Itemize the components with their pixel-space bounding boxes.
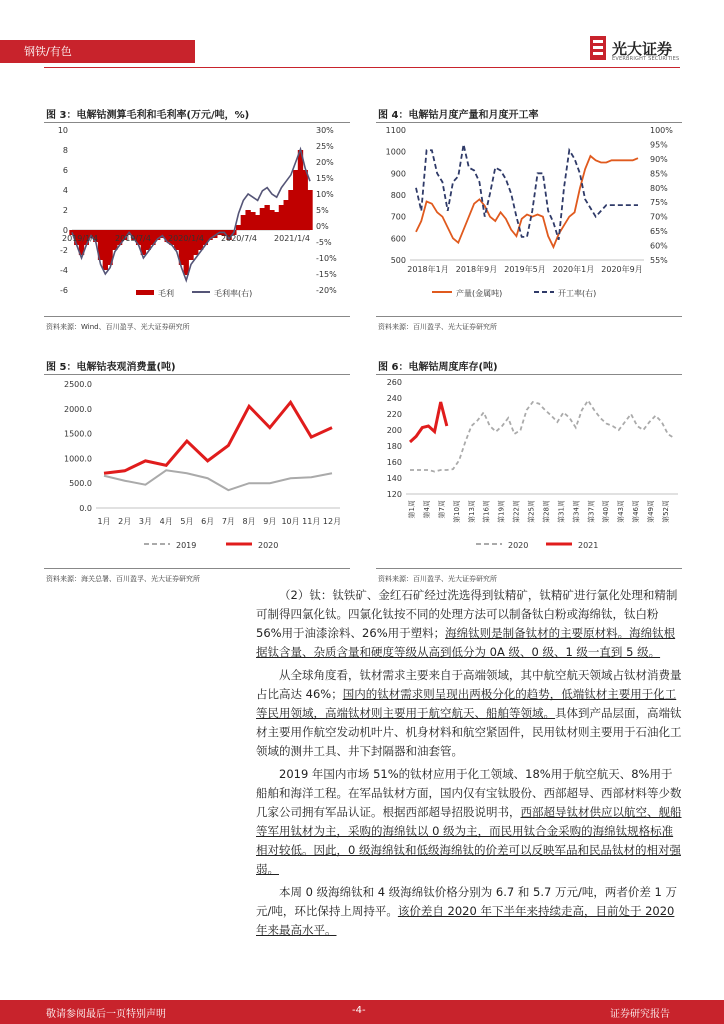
logo-subtext: EVERBRIGHT SECURITIES [612, 56, 680, 62]
fig5-source: 资料来源：海关总署、百川盈孚、光大证券研究所 [46, 575, 200, 583]
y-tick-label: 700 [390, 212, 406, 222]
x-tick-label: 第22周 [512, 500, 521, 523]
logo-icon [590, 36, 606, 60]
y-tick-label: 160 [386, 458, 402, 467]
y2-tick-label: 65% [650, 227, 668, 237]
legend-label-2020: 2020 [508, 541, 529, 550]
fig4-bottom-rule [376, 316, 682, 317]
fig6-chart [376, 376, 682, 566]
y-tick-label: 140 [386, 474, 402, 483]
fig4-title: 图 4：电解钴月度产量和月度开工率 [378, 110, 539, 121]
fig6-top-rule [376, 374, 682, 375]
text-span: （2）钛：钛铁矿、金红石矿经过洗选得到钛精矿，钛精矿进行氯化处理和精制可制得四氯化钛。四氯化钛按不同的处理方法可以制备钛白粉或海绵钛，钛白粉 56%用于油漆涂料、26%用于塑料； [256, 588, 678, 640]
y2-tick-label: 5% [316, 206, 329, 215]
x-tick-label: 3月 [138, 517, 153, 526]
x-tick-label: 1月 [97, 517, 111, 526]
x-tick-label: 第7周 [437, 500, 446, 519]
x-tick-label: 2018年1月 [407, 265, 449, 274]
x-tick-label: 第49周 [647, 500, 656, 523]
x-tick-label: 11月 [302, 517, 321, 526]
logo-text: 光大证券 [612, 40, 673, 58]
fig5-title: 图 5：电解钴表观消费量(吨) [46, 362, 176, 373]
y-tick-label: 8 [62, 146, 68, 155]
y-tick-label: 1500.0 [64, 429, 92, 439]
legend-label-margin: 毛利率(右) [214, 289, 253, 298]
y2-tick-label: -20% [316, 286, 337, 295]
x-tick-label: 2020年9月 [601, 265, 643, 274]
y2-tick-label: -5% [316, 238, 332, 247]
profit-bar [241, 215, 246, 230]
x-tick-label: 第40周 [602, 500, 611, 523]
fig6-source: 资料来源：百川盈孚、光大证券研究所 [378, 575, 497, 583]
legend-label-profit: 毛利 [158, 289, 174, 298]
x-tick-label: 第43周 [617, 500, 626, 523]
body-text [256, 586, 682, 940]
underlined-span: 海绵钛则是制备钛材的主要原材料。海绵钛根据钛含量、杂质含量和硬度等级从高到低分为 0A 级、0 级、1 级一直到 5 级。 [256, 626, 676, 659]
legend-label-2019: 2019 [176, 541, 197, 550]
y-tick-label: 1100 [385, 126, 406, 135]
y2-tick-label: 70% [650, 212, 668, 222]
fig3-top-rule [44, 122, 350, 123]
profit-bar [293, 170, 298, 230]
y-tick-label: 200 [386, 426, 402, 435]
fig5-bottom-rule [44, 568, 350, 569]
x-tick-label: 第37周 [587, 500, 596, 523]
x-tick-label: 9月 [263, 517, 277, 526]
legend-label-2021: 2021 [578, 541, 599, 550]
y-tick-label: 260 [386, 378, 402, 387]
fig4-chart [376, 124, 682, 312]
profit-bar [264, 205, 269, 230]
profit-bar [245, 210, 250, 230]
profit-bar [298, 150, 303, 230]
underlined-span: 该价差自 2020 年下半年来持续走高，目前处于 2020 年来最高水平。 [256, 904, 675, 937]
profit-bar [279, 205, 284, 230]
y-tick-label: 4 [62, 186, 68, 195]
paragraph-titanium-intro [256, 586, 682, 662]
x-tick-label: 第52周 [662, 500, 670, 523]
x-tick-label: 第4周 [422, 500, 431, 519]
header-divider [44, 67, 680, 68]
profit-bar [250, 212, 255, 230]
paragraph-price-spread [256, 883, 682, 940]
underlined-span: 西部超导钛材供应以航空、舰船等军用钛材为主，采购的海绵钛以 0 级为主，而民用钛合金采购的海绵钛规格标准相对较低。因此，0 级海绵钛和低级海绵钛的价差可以反映军品和民品钛材的相对强弱。 [256, 805, 682, 876]
fig3-chart [44, 124, 350, 312]
y2-tick-label: 85% [650, 169, 668, 179]
profit-bar [284, 200, 289, 230]
y-tick-label: 1000 [385, 147, 406, 157]
y-tick-label: 1000.0 [64, 454, 92, 464]
fig3-bottom-rule [44, 316, 350, 317]
x-tick-label: 2020/1/4 [168, 234, 204, 243]
y2-tick-label: 0% [316, 222, 329, 231]
x-tick-label: 12月 [322, 517, 342, 526]
x-tick-label: 6月 [201, 517, 215, 526]
x-tick-label: 10月 [281, 517, 300, 526]
legend-label-2020: 2020 [258, 541, 279, 550]
x-tick-label: 2019/7/4 [115, 234, 151, 243]
y2-tick-label: 30% [316, 126, 334, 135]
profit-bar [288, 190, 293, 230]
y-tick-label: 900 [390, 169, 406, 179]
x-tick-label: 第16周 [482, 500, 491, 523]
y2-tick-label: 100% [650, 126, 673, 135]
x-tick-label: 2020年1月 [552, 265, 595, 274]
footer-report-type: 证券研究报告 [610, 1009, 670, 1020]
x-tick-label: 7月 [221, 517, 235, 526]
y2-tick-label: 60% [650, 241, 668, 251]
legend-swatch-profit [136, 290, 154, 295]
text-span: 从全球角度看，钛材需求主要来自于高端领域，其中航空航天领域占钛材消费量占比高达 46%； [256, 668, 682, 701]
fig3-source: 资料来源：Wind、百川盈孚、光大证券研究所 [46, 323, 190, 331]
profit-bar [260, 208, 265, 230]
profit-bar [236, 225, 241, 230]
y-tick-label: -6 [60, 286, 68, 295]
underlined-span: 国内的钛材需求则呈现出两极分化的趋势，低端钛材主要用于化工等民用领域，高端钛材则主要用于航空航天、船舶等领域。 [256, 687, 677, 720]
y2-tick-label: 20% [316, 158, 334, 167]
y2-tick-label: -15% [316, 270, 337, 279]
x-tick-label: 第19周 [497, 500, 506, 523]
x-tick-label: 第28周 [542, 500, 551, 523]
x-tick-label: 第10周 [452, 500, 461, 523]
y-tick-label: 180 [386, 442, 402, 451]
y2-tick-label: 15% [316, 174, 334, 183]
y2-tick-label: 25% [316, 142, 334, 151]
profit-bar [303, 170, 308, 230]
profit-bar [307, 190, 312, 230]
x-tick-label: 第46周 [632, 500, 641, 523]
text-span: 本周 0 级海绵钛和 4 级海绵钛价格分别为 6.7 和 5.7 万元/吨，两者价差 1 万元/吨，环比保持上周持平。 [256, 885, 677, 918]
y2-tick-label: 10% [316, 190, 334, 199]
y-tick-label: 240 [386, 394, 402, 403]
y-tick-label: 2500.0 [64, 380, 92, 389]
profit-bar [103, 230, 108, 270]
y-tick-label: 500 [390, 256, 406, 265]
x-tick-label: 第34周 [572, 500, 581, 523]
series-line-2019 [104, 470, 332, 490]
legend-label-utilization: 开工率(右) [558, 289, 597, 298]
x-tick-label: 8月 [242, 517, 256, 526]
y-tick-label: 500.0 [69, 479, 92, 489]
profit-bar [255, 215, 260, 230]
legend-label-output: 产量(金属吨) [456, 289, 503, 298]
y2-tick-label: 55% [650, 256, 668, 265]
x-tick-label: 2018年9月 [455, 265, 498, 274]
utilization-line [416, 144, 638, 239]
y-tick-label: 120 [386, 490, 402, 499]
fig4-top-rule [376, 122, 682, 123]
y2-tick-label: 95% [650, 140, 668, 150]
y-tick-label: -2 [60, 246, 68, 255]
x-tick-label: 2021/1/4 [274, 234, 310, 243]
fig6-title: 图 6：电解钴周度库存(吨) [378, 362, 498, 373]
paragraph-global-demand [256, 666, 682, 761]
section-tag: 钢铁/有色 [0, 40, 195, 63]
x-tick-label: 2019年5月 [504, 265, 546, 274]
y-tick-label: 800 [390, 191, 406, 200]
x-tick-label: 2月 [118, 517, 132, 526]
series-line-2020 [410, 400, 674, 471]
y2-tick-label: 80% [650, 183, 668, 193]
x-tick-label: 4月 [159, 517, 173, 526]
x-tick-label: 第31周 [557, 500, 566, 523]
y-tick-label: 0 [62, 226, 68, 235]
fig5-chart [44, 376, 350, 566]
y-tick-label: 10 [57, 126, 68, 135]
y-tick-label: 600 [390, 234, 406, 244]
x-tick-label: 2020/7/4 [221, 234, 257, 243]
text-span: 2019 年国内市场 51%的钛材应用于化工领域、18%用于航空航天、8%用于船舶和海洋工程。在军品钛材方面，国内仅有宝钛股份、西部超导、西部材料等少数几家公司拥有军品认证。根据西部超导招股说明书， [256, 767, 682, 819]
series-line-2021 [410, 402, 447, 442]
x-tick-label: 第13周 [467, 500, 476, 523]
y2-tick-label: 75% [650, 198, 668, 208]
y-tick-label: -4 [60, 266, 68, 275]
x-tick-label: 2019/1/4 [62, 234, 98, 243]
paragraph-domestic-market [256, 765, 682, 879]
fig4-source: 资料来源：百川盈孚、光大证券研究所 [378, 323, 497, 331]
y2-tick-label: 90% [650, 154, 668, 164]
x-tick-label: 第1周 [408, 500, 416, 519]
fig6-bottom-rule [376, 568, 682, 569]
y2-tick-label: -10% [316, 254, 337, 263]
y-tick-label: 0.0 [79, 504, 92, 513]
text-span: 具体到产品层面，高端钛材主要用作航空发动机叶片、机身材料和航空紧固件，民用钛材则主要用于石油化工领域的测井工具、井下封隔器和油套管。 [256, 706, 682, 758]
x-tick-label: 5月 [180, 517, 194, 526]
page-number: -4- [352, 1005, 366, 1016]
y-tick-label: 6 [62, 166, 68, 175]
footer-disclaimer: 敬请参阅最后一页特别声明 [46, 1009, 166, 1020]
fig3-title: 图 3：电解钴测算毛利和毛利率(万元/吨，%) [46, 110, 250, 121]
fig5-top-rule [44, 374, 350, 375]
y-tick-label: 220 [386, 410, 402, 419]
series-line-2020 [104, 402, 332, 473]
y-tick-label: 2000.0 [64, 404, 92, 414]
profit-bar [274, 212, 279, 230]
x-tick-label: 第25周 [527, 500, 536, 523]
y-tick-label: 2 [62, 206, 68, 215]
profit-bar [269, 210, 274, 230]
